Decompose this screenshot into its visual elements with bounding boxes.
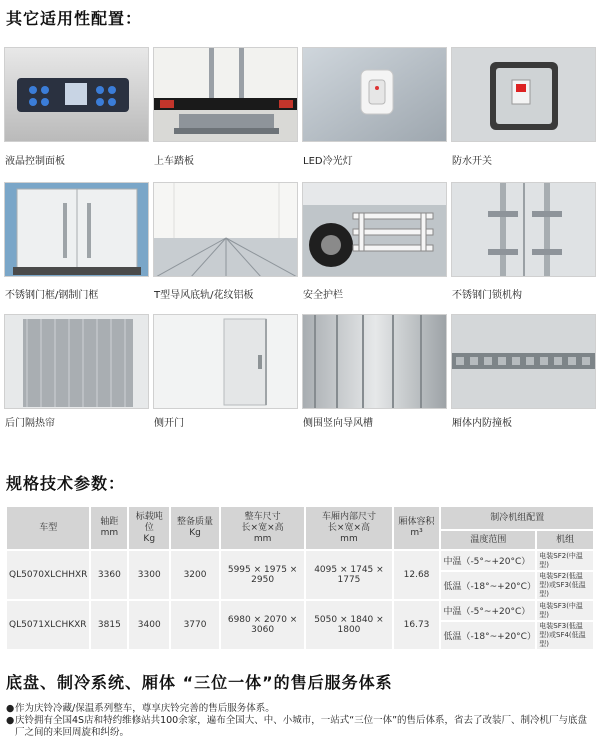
caption-led-lamp: LED冷光灯 <box>303 156 353 167</box>
cell-wheelbase: 3360 <box>90 550 128 600</box>
photo-led-lamp <box>302 47 447 142</box>
cell-unit-mid: 电装SF2(中温型) <box>536 550 594 571</box>
caption-safety-guardrail: 安全护栏 <box>303 290 343 301</box>
photo-door-frame <box>4 182 149 277</box>
photo-lcd-control-panel <box>4 47 149 142</box>
caption-anti-collision-board: 厢体内防撞板 <box>452 418 512 429</box>
cell-unit-low: 电装SF3(低温型)或SF4(低温型) <box>536 621 594 650</box>
bullet-icon: ● <box>6 715 15 726</box>
cell-volume: 16.73 <box>393 600 441 650</box>
anti-collision-board-icon <box>452 315 596 409</box>
vertical-air-duct-icon <box>303 315 447 409</box>
photo-side-door <box>153 314 298 409</box>
cell-wheelbase: 3815 <box>90 600 128 650</box>
cell-dimensions: 5995 × 1975 × 2950 <box>220 550 305 600</box>
caption-door-lock: 不锈钢门锁机构 <box>452 290 522 301</box>
service-bullets <box>6 703 596 739</box>
side-door-icon <box>154 315 298 409</box>
section-title-specs: 规格技术参数： <box>6 474 126 493</box>
led-lamp-icon <box>303 48 447 142</box>
cell-unit-low: 电装SF2(低温型)或SF3(低温型) <box>536 571 594 600</box>
caption-lcd-control-panel: 液晶控制面板 <box>5 156 65 167</box>
cell-curb-weight: 3200 <box>170 550 220 600</box>
t-rail-floor-icon <box>154 183 298 277</box>
photo-t-rail-floor <box>153 182 298 277</box>
caption-waterproof-switch: 防水开关 <box>452 156 492 167</box>
cell-volume: 12.68 <box>393 550 441 600</box>
header-refrigeration: 制冷机组配置 <box>440 506 594 530</box>
cell-rated-load: 3300 <box>128 550 170 600</box>
cell-temp-mid: 中温（-5°~+20°C） <box>440 550 536 571</box>
step-board-icon <box>154 48 298 142</box>
photo-anti-collision-board <box>451 314 596 409</box>
lcd-control-panel-icon <box>5 48 149 142</box>
service-title: 底盘、制冷系统、厢体 “三位一体”的售后服务体系 <box>6 673 393 692</box>
photo-step-board <box>153 47 298 142</box>
waterproof-switch-icon <box>452 48 596 142</box>
header-dimensions: 整车尺寸 长×宽×高 mm <box>220 506 305 550</box>
header-volume: 厢体容积 m³ <box>393 506 441 550</box>
caption-vertical-air-duct: 侧围竖向导风槽 <box>303 418 373 429</box>
photo-door-lock <box>451 182 596 277</box>
caption-side-door: 侧开门 <box>154 418 184 429</box>
header-curb-weight: 整备质量 Kg <box>170 506 220 550</box>
caption-step-board: 上车踏板 <box>154 156 194 167</box>
photo-waterproof-switch <box>451 47 596 142</box>
header-model: 车型 <box>6 506 90 550</box>
door-lock-icon <box>452 183 596 277</box>
header-wheelbase: 轴距 mm <box>90 506 128 550</box>
table-row <box>6 600 594 621</box>
header-inner-dimensions: 车厢内部尺寸 长×宽×高 mm <box>305 506 392 550</box>
cell-unit-mid: 电装SF3(中温型) <box>536 600 594 621</box>
list-item <box>6 703 596 715</box>
bullet-text: 作为庆铃冷藏/保温系列整车，尊享庆铃完善的售后服务体系。 <box>15 703 275 714</box>
header-unit: 机组 <box>536 530 594 550</box>
cell-rated-load: 3400 <box>128 600 170 650</box>
bullet-icon: ● <box>6 703 15 714</box>
caption-t-rail-floor: T型导风底轨/花纹铝板 <box>154 290 254 301</box>
spec-table <box>5 505 595 651</box>
header-temp-range: 温度范围 <box>440 530 536 550</box>
safety-guardrail-icon <box>303 183 447 277</box>
caption-insulation-curtain: 后门隔热帘 <box>5 418 55 429</box>
caption-door-frame: 不锈钢门框/钢制门框 <box>5 290 99 301</box>
cell-temp-mid: 中温（-5°~+20°C） <box>440 600 536 621</box>
insulation-curtain-icon <box>5 315 149 409</box>
photo-vertical-air-duct <box>302 314 447 409</box>
cell-model: QL5070XLCHHXR <box>6 550 90 600</box>
photo-safety-guardrail <box>302 182 447 277</box>
cell-temp-low: 低温（-18°~+20°C） <box>440 571 536 600</box>
section-title-configuration: 其它适用性配置： <box>6 9 143 28</box>
cell-dimensions: 6980 × 2070 × 3060 <box>220 600 305 650</box>
cell-temp-low: 低温（-18°~+20°C） <box>440 621 536 650</box>
list-item <box>6 715 596 739</box>
bullet-text: 庆铃拥有全国4S店和特约维修站共100余家，遍布全国大、中、小城市，一站式“三位一体”的售后体系，省去了改装厂、制冷机厂与底盘厂之间的来回周旋和纠纷。 <box>15 715 588 738</box>
cell-inner-dimensions: 4095 × 1745 × 1775 <box>305 550 392 600</box>
cell-inner-dimensions: 5050 × 1840 × 1800 <box>305 600 392 650</box>
photo-insulation-curtain <box>4 314 149 409</box>
cell-curb-weight: 3770 <box>170 600 220 650</box>
cell-model: QL5071XLCHKXR <box>6 600 90 650</box>
door-frame-icon <box>5 183 149 277</box>
table-row <box>6 550 594 571</box>
header-rated-load: 标载吨位 Kg <box>128 506 170 550</box>
